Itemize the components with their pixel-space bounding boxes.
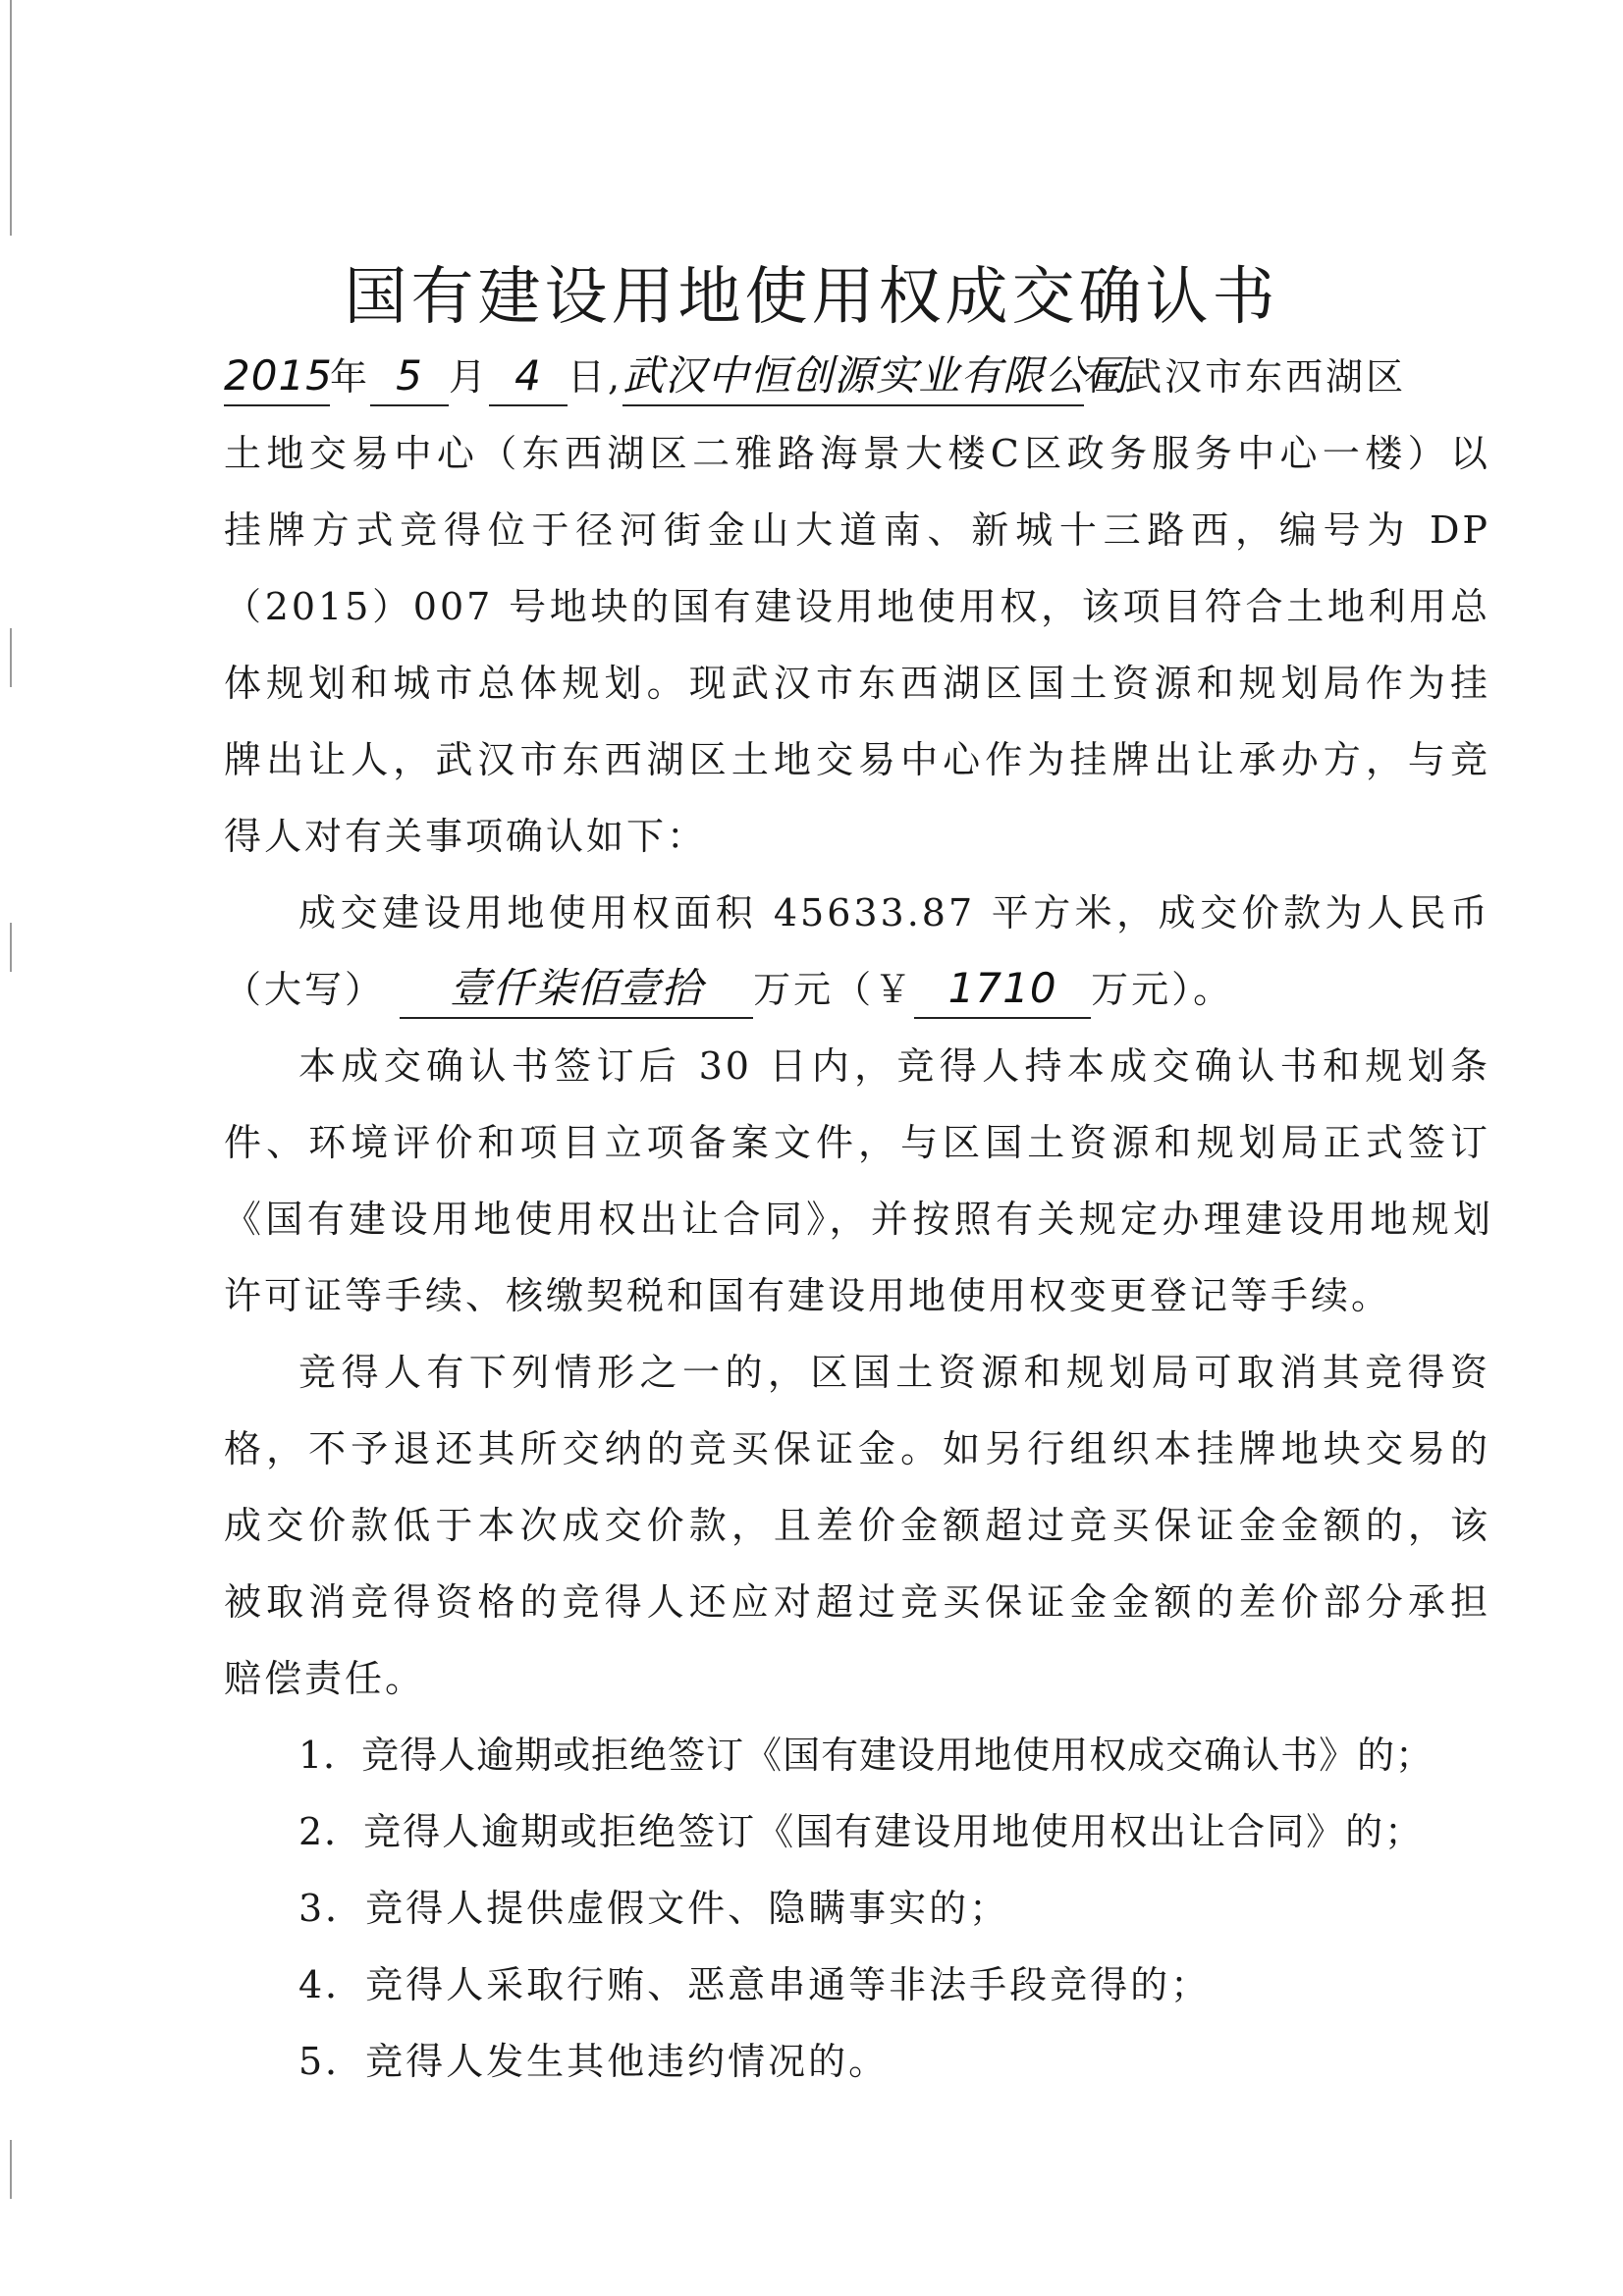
- intro-line-5: 体规划和城市总体规划。现武汉市东西湖区国土资源和规划局作为挂: [224, 662, 1490, 705]
- intro-line-1-tail: 在武汉市东西湖区: [1084, 355, 1407, 399]
- scan-edge-mark: [10, 628, 12, 687]
- list-item: 5．竞得人发生其他违约情况的。: [298, 2040, 890, 2083]
- intro-line-7: 得人对有关事项确认如下：: [224, 815, 708, 858]
- disqualify-line-2: 格，不予退还其所交纳的竞买保证金。如另行组织本挂牌地块交易的: [224, 1427, 1490, 1470]
- disqualify-line-5: 赔偿责任。: [224, 1657, 426, 1700]
- signing-line-2: 件、环境评价和项目立项备案文件，与区国土资源和规划局正式签订: [224, 1121, 1490, 1164]
- list-item: 4．竞得人采取行贿、恶意串通等非法手段竞得的；: [298, 1963, 1212, 2006]
- handwritten-year: 2015: [224, 347, 330, 406]
- intro-line-2: 土地交易中心（东西湖区二雅路海景大楼C区政务服务中心一楼）以: [224, 432, 1490, 475]
- handwritten-day: 4: [489, 347, 568, 406]
- disqualify-line-1: 竞得人有下列情形之一的，区国土资源和规划局可取消其竞得资: [298, 1351, 1490, 1394]
- intro-line-1: [224, 339, 1490, 415]
- day-unit: 日,: [568, 355, 623, 399]
- price-line-2: [224, 951, 1490, 1028]
- year-unit: 年: [330, 355, 371, 399]
- signing-line-1: 本成交确认书签订后 30 日内，竞得人持本成交确认书和规划条: [298, 1044, 1490, 1088]
- list-item: 2．竞得人逾期或拒绝签订《国有建设用地使用权出让合同》的；: [298, 1810, 1425, 1853]
- intro-line-4: （2015）007 号地块的国有建设用地使用权，该项目符合土地利用总: [224, 585, 1490, 628]
- intro-line-3: 挂牌方式竞得位于径河街金山大道南、新城十三路西，编号为 DP: [224, 508, 1490, 552]
- scan-edge-mark: [10, 0, 12, 236]
- list-item: 1．竞得人逾期或拒绝签订《国有建设用地使用权成交确认书》的；: [298, 1734, 1434, 1777]
- price-prefix: （大写）: [224, 968, 386, 1011]
- signing-line-4: 许可证等手续、核缴契税和国有建设用地使用权变更登记等手续。: [224, 1274, 1392, 1317]
- handwritten-amount-chinese: 壹仟柒佰壹拾: [400, 960, 753, 1019]
- intro-line-6: 牌出让人，武汉市东西湖区土地交易中心作为挂牌出让承办方，与竞: [224, 738, 1490, 781]
- price-line-1: 成交建设用地使用权面积 45633.87 平方米，成交价款为人民币: [298, 891, 1490, 934]
- document-title: 国有建设用地使用权成交确认书: [344, 260, 1279, 334]
- handwritten-amount-number: 1710: [914, 960, 1091, 1019]
- price-suffix: 万元）。: [1091, 968, 1234, 1011]
- month-unit: 月: [449, 355, 490, 399]
- disqualify-line-4: 被取消竞得资格的竞得人还应对超过竞买保证金金额的差价部分承担: [224, 1580, 1490, 1624]
- list-item: 3．竞得人提供虚假文件、隐瞒事实的；: [298, 1887, 1010, 1930]
- price-mid: 万元（￥: [753, 968, 915, 1011]
- signing-line-3: 《国有建设用地使用权出让合同》，并按照有关规定办理建设用地规划: [224, 1198, 1490, 1241]
- scan-edge-mark: [10, 923, 12, 972]
- handwritten-company: 武汉中恒创源实业有限公司: [622, 347, 1084, 406]
- scan-edge-mark: [10, 2140, 12, 2199]
- disqualify-line-3: 成交价款低于本次成交价款，且差价金额超过竞买保证金金额的，该: [224, 1504, 1490, 1547]
- handwritten-month: 5: [370, 347, 449, 406]
